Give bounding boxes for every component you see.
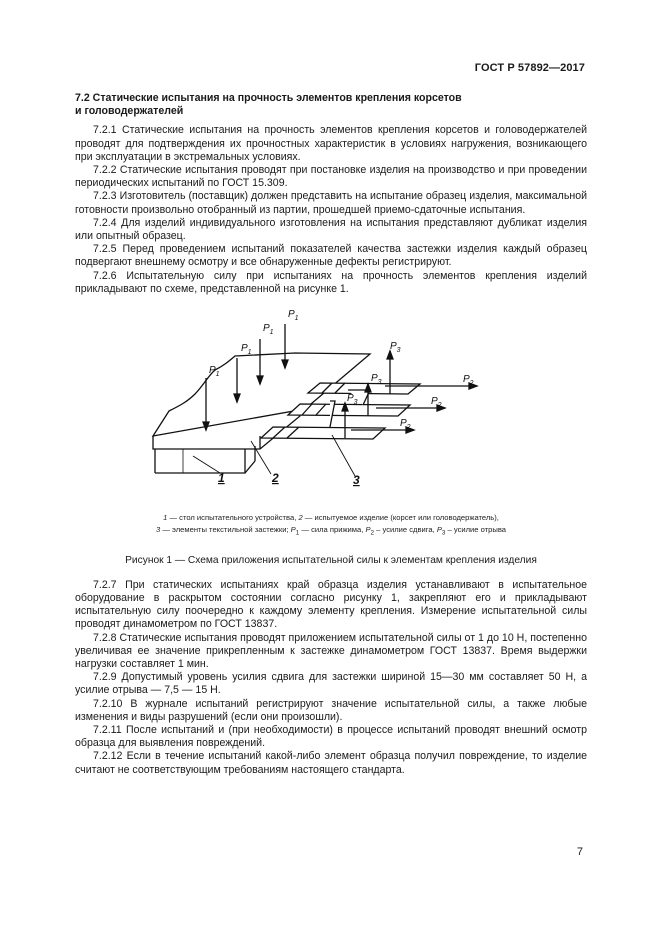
- label-p3-a: $P_3$: [390, 341, 401, 355]
- paragraph-7-2-7: 7.2.7 При статических испытаниях край образца изделия устанавливают в испытательное оборудование в раскрытом состоянии согласно рисунку 1, закрепляют его и прикладывают испытательную силу поочередно к каждому элементу крепления. Измерение испытательной силы проводят динамометром по ГОСТ 13837.: [75, 578, 587, 631]
- label-p2-c: $P_2$: [400, 418, 411, 432]
- legend-line-1: 1 — стол испытательного устройства, 2 — испытуемое изделие (корсет или головодержатель),: [163, 513, 499, 523]
- label-p1-d: $P_1$: [209, 365, 220, 379]
- label-p1-c: $P_1$: [241, 343, 252, 357]
- label-p2-a: $P_2$: [463, 374, 474, 388]
- paragraph-7-2-1: 7.2.1 Статические испытания на прочность элементов крепления корсетов и головодержателей проводят для подтверждения их прочностных характеристик в условиях нагружения, возникающего при эксплуатации в экстремальных условиях.: [75, 124, 587, 163]
- paragraph-7-2-5: 7.2.5 Перед проведением испытаний показателей качества застежки изделия каждый образец подвергают внешнему осмотру и все обнаруженные дефекты регистрируют.: [75, 243, 587, 269]
- paragraph-7-2-2: 7.2.2 Статические испытания проводят при постановке изделия на производство и при проведении периодических испытаний по ГОСТ 15.309.: [75, 164, 587, 190]
- paragraph-7-2-8: 7.2.8 Статические испытания проводят приложением испытательной силы от 1 до 10 Н, постепенно увеличивая ее значение прикрепленным к застежке динамометром ГОСТ 13837. Время выдержки нагрузки составляет 1 мин.: [75, 631, 587, 670]
- label-item-2: 2: [272, 471, 279, 486]
- legend-line-2: 3 — элементы текстильной застежки; $P_1$ — сила прижима, $P_2$ – усилие сдвига, $P_3$ – усилие отрыва: [155, 525, 507, 537]
- label-item-1: 1: [218, 471, 225, 486]
- paragraph-7-2-3: 7.2.3 Изготовитель (поставщик) должен представить на испытание образец изделия, максимальной готовности произвольно отобранный из партии, прошедшей приемо-сдаточные испытания.: [75, 190, 587, 216]
- page-content: [75, 92, 587, 777]
- paragraph-7-2-6: 7.2.6 Испытательную силу при испытаниях на прочность элементов крепления изделий прикладывают по схеме, представленной на рисунке 1.: [75, 269, 587, 295]
- label-p3-b: $P_3$: [371, 373, 382, 387]
- test-table: [155, 446, 255, 473]
- figure-1: [75, 306, 587, 506]
- leader-lines: [193, 435, 355, 476]
- label-p3-c: $P_3$: [347, 393, 358, 407]
- document-id-header: ГОСТ Р 57892—2017: [474, 62, 585, 74]
- paragraph-7-2-9: 7.2.9 Допустимый уровень усилия сдвига для застежки шириной 15—30 мм составляет 50 Н, а усилие отрыва — 7,5 — 15 Н.: [75, 671, 587, 697]
- paragraph-7-2-4: 7.2.4 Для изделий индивидуального изготовления на испытания представляют дубликат изделия или опытный образец.: [75, 216, 587, 243]
- label-p2-b: $P_2$: [431, 396, 442, 410]
- label-item-3: 3: [353, 473, 360, 488]
- figure-caption: Рисунок 1 — Схема приложения испытательной силы к элементам крепления изделия: [125, 554, 537, 566]
- section-title: [75, 92, 587, 118]
- page-number: 7: [576, 846, 583, 858]
- paragraph-7-2-10: 7.2.10 В журнале испытаний регистрируют значение испытательной силы, а также любые изменения и виды разрушений (если они произошли).: [75, 697, 587, 723]
- figure-1-diagram: [75, 306, 587, 506]
- figure-legend: [75, 512, 587, 540]
- section-title-line-1: 7.2 Статические испытания на прочность элементов крепления корсетов: [75, 92, 462, 104]
- paragraph-7-2-11: 7.2.11 После испытаний и (при необходимости) в процессе испытаний проводят внешний осмотр образца для выявления повреждений.: [75, 724, 587, 750]
- section-title-line-2: и головодержателей: [75, 105, 184, 118]
- label-p1-b: $P_1$: [263, 323, 274, 337]
- paragraph-7-2-12: 7.2.12 Если в течение испытаний какой-либо элемент образца получил повреждение, то изделие считают не соответствующим требованиям настоящего стандарта.: [75, 750, 587, 776]
- label-p1-a: $P_1$: [288, 309, 299, 323]
